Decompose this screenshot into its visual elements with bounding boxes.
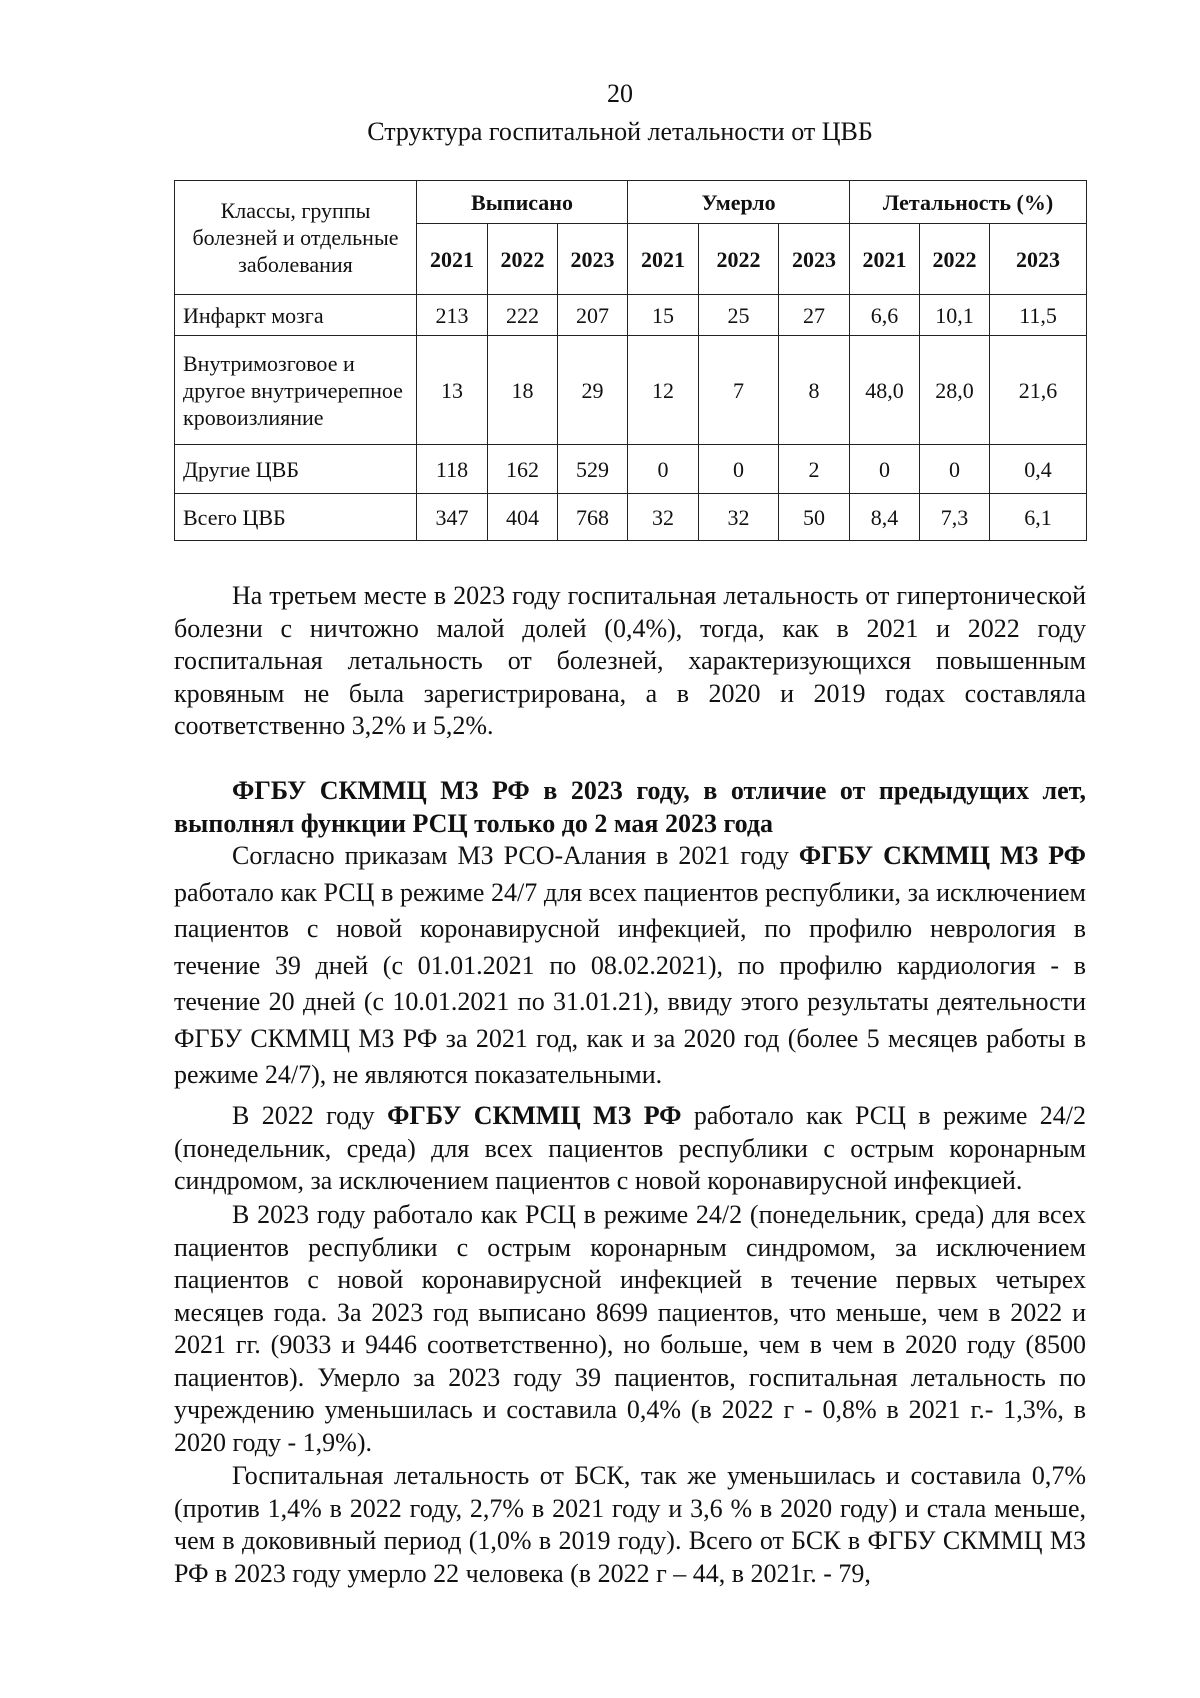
year-header: 2021 [628,224,699,295]
table-cell: 15 [628,295,699,336]
table-cell: 347 [417,494,488,541]
table-cell: 32 [628,494,699,541]
table-cell: 6,1 [990,494,1087,541]
text-run: Согласно приказам МЗ РСО-Алания в 2021 году [232,841,799,870]
table-cell: 28,0 [920,336,990,445]
table-cell: 0 [699,445,779,494]
row-label: Всего ЦВБ [175,494,417,541]
table-cell: 11,5 [990,295,1087,336]
table-cell: 6,6 [850,295,920,336]
paragraph-2022 [174,1100,1086,1198]
table-row [175,445,1087,494]
table-cell: 18 [488,336,558,445]
group-died: Умерло [628,181,850,224]
year-header: 2022 [920,224,990,295]
table-title: Структура госпитальной летальности от ЦВБ [367,117,873,146]
table-cell: 0,4 [990,445,1087,494]
table-cell: 2 [779,445,850,494]
table-cell: 207 [558,295,628,336]
year-header: 2022 [699,224,779,295]
table-cell: 21,6 [990,336,1087,445]
text-run: В 2022 году [232,1101,388,1130]
table-cell: 13 [417,336,488,445]
table-cell: 529 [558,445,628,494]
paragraph-hypertension: На третьем месте в 2023 году госпитальная летальность от гипертонической болезни с ничтожно малой долей (0,4%), тогда, как в 2021 и 2022 году госпитальная летальность от болезней, характеризующихся повышенным кровяным не была зарегистрирована, а в 2020 и 2019 годах составляла соответственно 3,2% и 5,2%. [174,581,1086,740]
table-cell: 32 [699,494,779,541]
year-header: 2023 [990,224,1087,295]
table-cell: 0 [850,445,920,494]
paragraph-2021 [174,838,1086,1094]
row-label: Инфаркт мозга [175,295,417,336]
table-cell: 213 [417,295,488,336]
table-cell: 50 [779,494,850,541]
table-cell: 768 [558,494,628,541]
mortality-table [174,180,1087,541]
group-mortality: Летальность (%) [850,181,1087,224]
table-row [175,494,1087,541]
table-row [175,336,1087,445]
paragraph-2023: В 2023 году работало как РСЦ в режиме 24/2 (понедельник, среда) для всех пациентов республики с острым коронарным синдромом, за исключением пациентов с новой коронавирусной инфекцией в течение первых четырех месяцев года. За 2023 год выписано 8699 пациентов, что меньше, чем в 2022 и 2021 гг. (9033 и 9446 соответственно), но больше, чем в чем в 2020 году (8500 пациентов). Умерло за 2023 году 39 пациентов, госпитальная летальность по учреждению уменьшилась и составила 0,4% (в 2022 г - 0,8% в 2021 г.- 1,3%, в 2020 году - 1,9%). [174,1200,1086,1457]
bold-run: ФГБУ СКММЦ МЗ РФ [798,841,1087,870]
year-header: 2022 [488,224,558,295]
year-header: 2021 [850,224,920,295]
table-cell: 29 [558,336,628,445]
table-cell: 27 [779,295,850,336]
table-cell: 0 [920,445,990,494]
group-discharged: Выписано [417,181,628,224]
page-number: 20 [607,79,633,108]
table-cell: 222 [488,295,558,336]
text-run: работало как РСЦ в режиме 24/2 (понедельник, среда) для всех пациентов республики с острым коронарным синдромом, за исключением пациентов с новой коронавирусной инфекцией. [174,1101,1086,1195]
table-cell: 48,0 [850,336,920,445]
table-cell: 7 [699,336,779,445]
table-cell: 8 [779,336,850,445]
table-cell: 8,4 [850,494,920,541]
year-header: 2023 [558,224,628,295]
year-header: 2021 [417,224,488,295]
table-cell: 12 [628,336,699,445]
table-cell: 25 [699,295,779,336]
row-header: Классы, группы болезней и отдельные заболевания [175,181,417,295]
table-cell: 7,3 [920,494,990,541]
paragraph-bsk: Госпитальная летальность от БСК, так же уменьшилась и составила 0,7% (против 1,4% в 2022 году, 2,7% в 2021 году и 3,6 % в 2020 году) и стала меньше, чем в доковивный период (1,0% в 2019 году). Всего от БСК в ФГБУ СКММЦ МЗ РФ в 2023 году умерло 22 человека (в 2022 г – 44, в 2021г. - 79, [174,1461,1086,1588]
section-heading: ФГБУ СКММЦ МЗ РФ в 2023 году, в отличие от предыдущих лет, выполнял функции РСЦ только до 2 мая 2023 года [174,776,1086,838]
bold-run: ФГБУ СКММЦ МЗ РФ [387,1101,682,1130]
year-header: 2023 [779,224,850,295]
text-run: работало как РСЦ в режиме 24/7 для всех пациентов республики, за исключением пациентов с новой коронавирусной инфекцией, по профилю неврология в течение 39 дней (с 01.01.2021 по 08.02.2021), по профилю кардиология - в течение 20 дней (с 10.01.2021 по 31.01.21), ввиду этого результаты деятельности ФГБУ СКММЦ МЗ РФ за 2021 год, как и за 2020 год (более 5 месяцев работы в режиме 24/7), не являются показательными. [174,877,1086,1089]
row-label: Внутримозговое и другое внутричерепное кровоизлияние [175,336,417,445]
row-label: Другие ЦВБ [175,445,417,494]
table-cell: 404 [488,494,558,541]
table-cell: 162 [488,445,558,494]
table-row [175,295,1087,336]
table-cell: 0 [628,445,699,494]
table-cell: 10,1 [920,295,990,336]
table-cell: 118 [417,445,488,494]
